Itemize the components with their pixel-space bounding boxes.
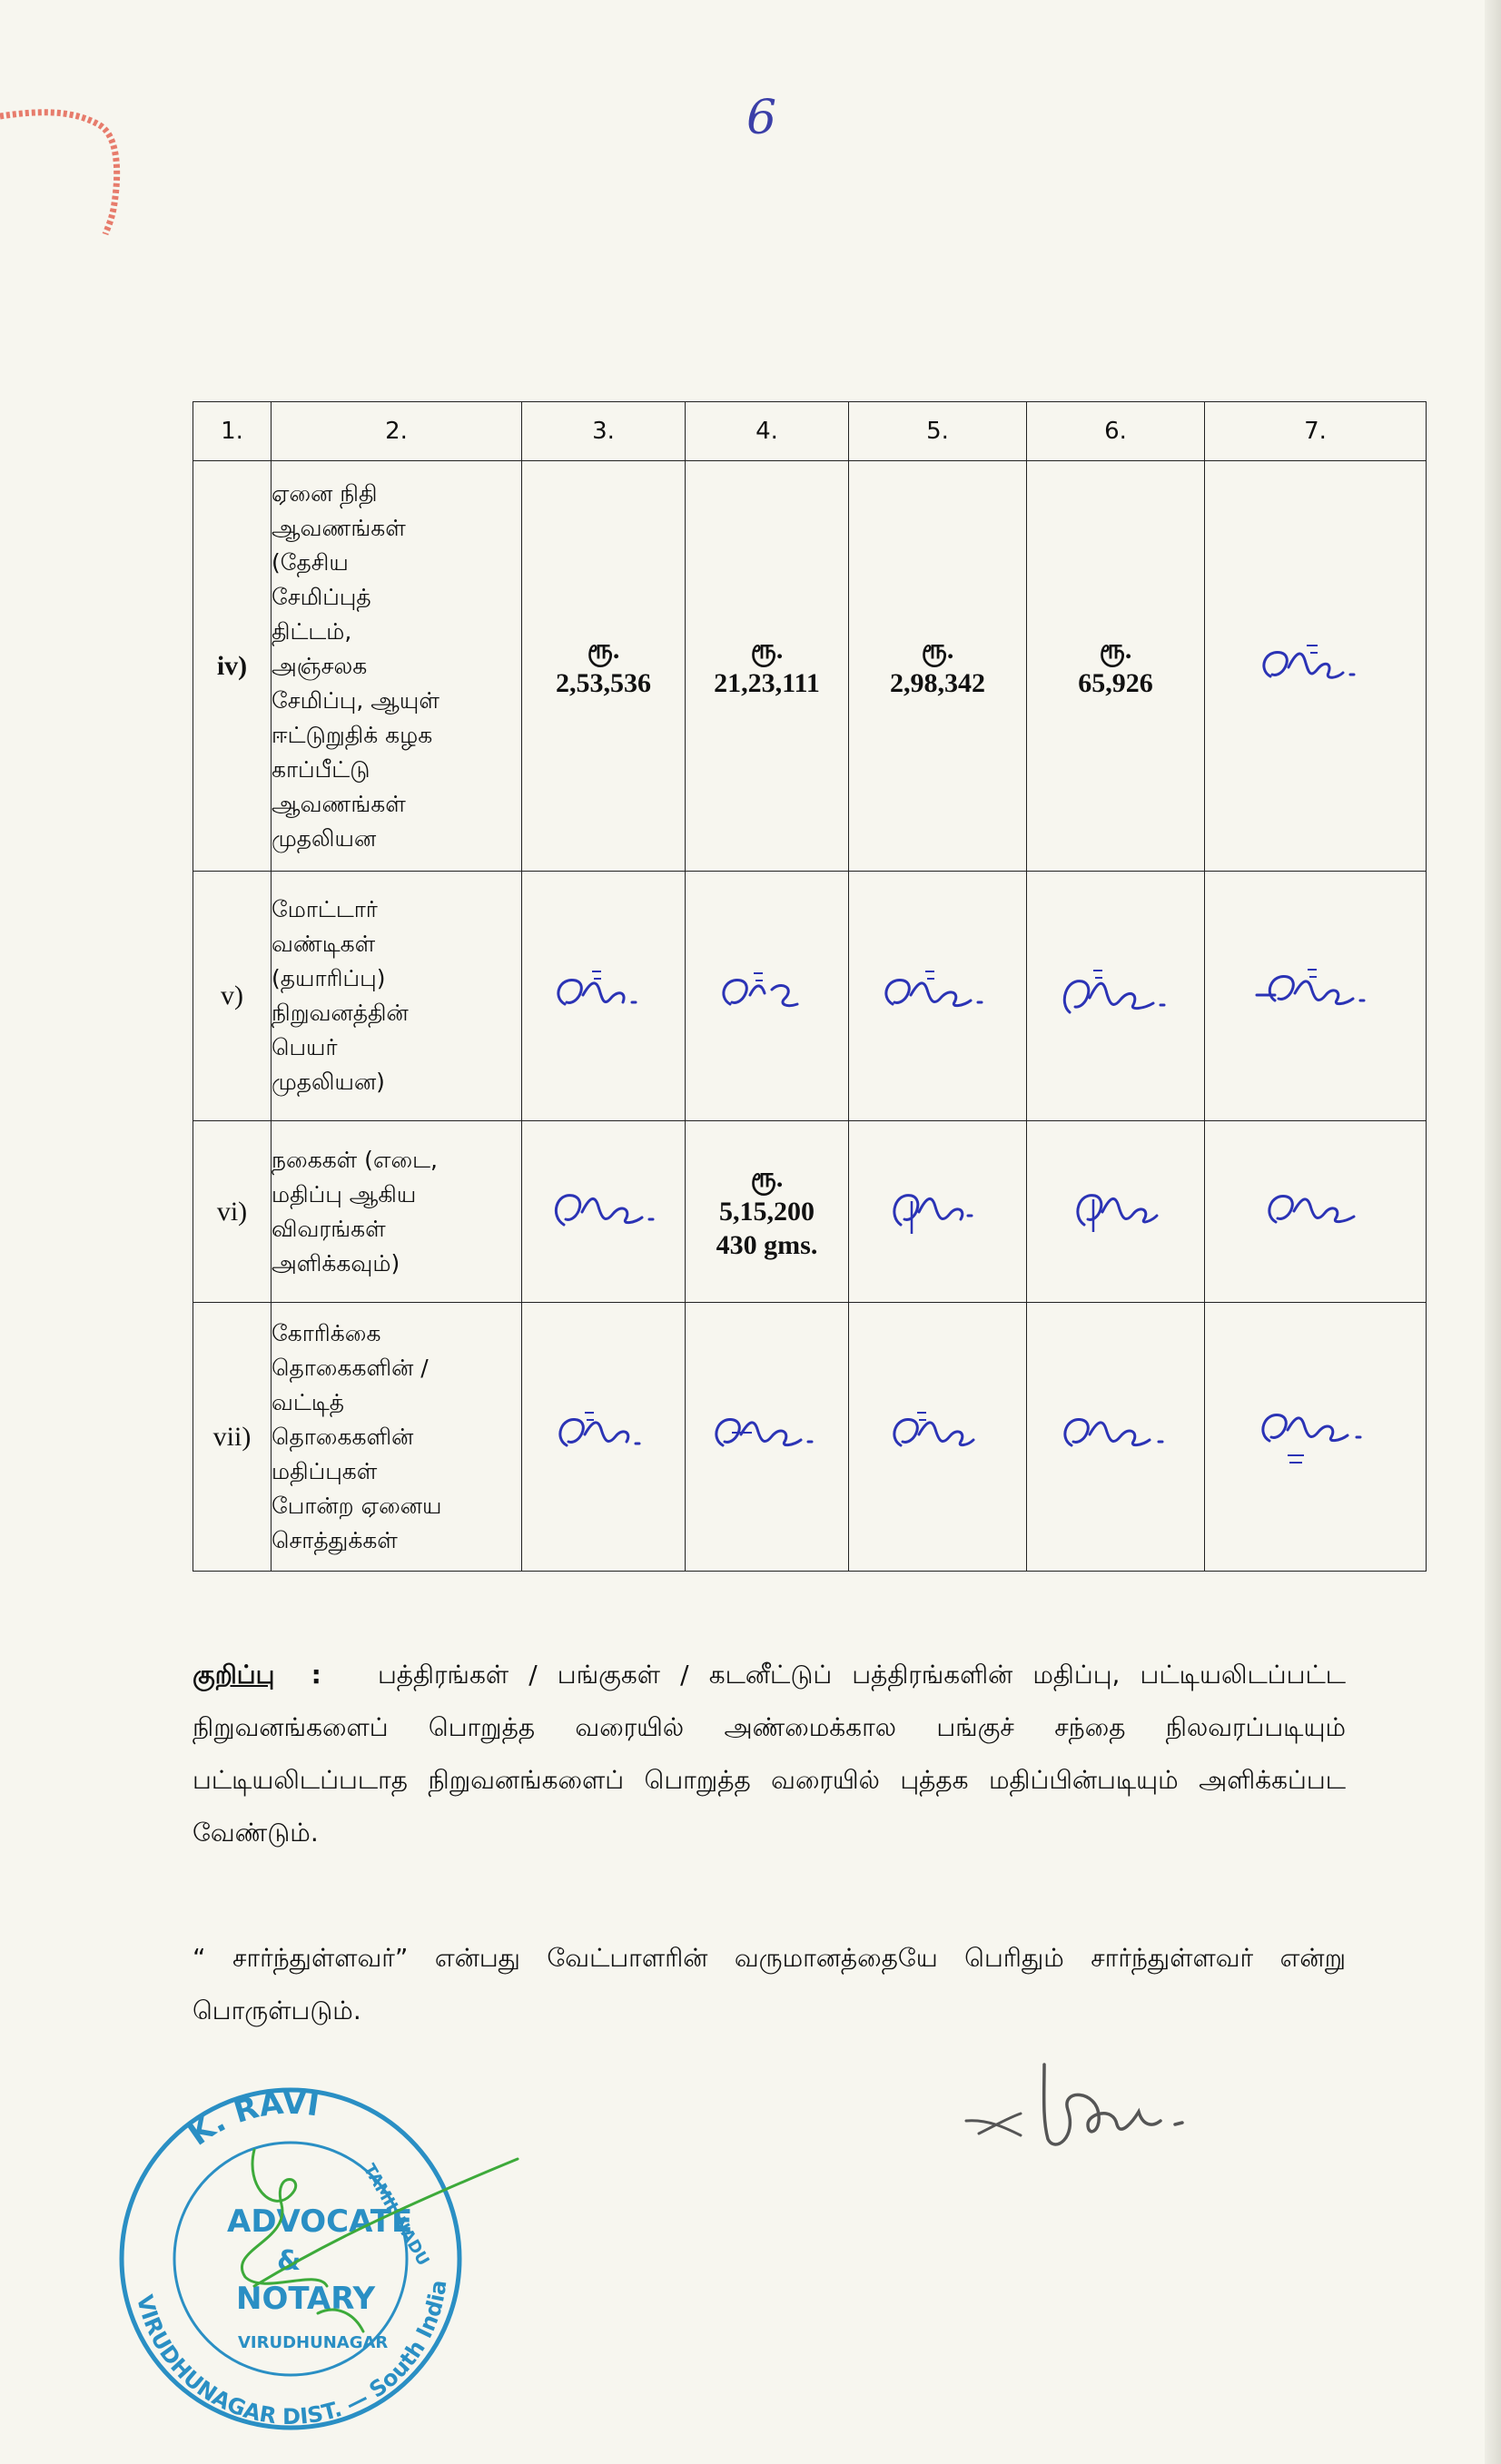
currency-label: ரூ. bbox=[1099, 634, 1132, 665]
nil-initial-mark bbox=[540, 1174, 667, 1247]
nil-initial-cell bbox=[849, 1303, 1027, 1572]
note-paragraph bbox=[193, 1649, 1346, 1859]
stamp-state: TAMIL NADU bbox=[359, 2161, 433, 2270]
nil-initial-cell bbox=[1205, 461, 1427, 872]
assets-table bbox=[193, 401, 1427, 1572]
col-header-5: 5. bbox=[849, 402, 1027, 461]
col-header-7: 7. bbox=[1205, 402, 1427, 461]
nil-initial-cell bbox=[522, 1303, 686, 1572]
note-text: பத்திரங்கள் / பங்குகள் / கடனீட்டுப் பத்திரங்களின் மதிப்பு, பட்டியலிடப்பட்ட நிறுவனங்களைப் பொறுத்த வரையில் அண்மைக்கால பங்குச் சந்தை நிலவரப்படியும் பட்டியலிடப்படாத நிறுவனங்களைப் பொறுத்த வரையில் புத்தக மதிப்பின்படியும் அளிக்கப்பட வேண்டும். bbox=[193, 1660, 1347, 1848]
nil-initial-mark bbox=[879, 1404, 997, 1467]
nil-initial-cell bbox=[1205, 1303, 1427, 1572]
nil-initial-mark bbox=[874, 962, 1002, 1026]
binding-thread bbox=[0, 100, 145, 236]
amount-cell bbox=[849, 461, 1027, 872]
nil-initial-mark bbox=[1048, 1404, 1184, 1467]
nil-initial-mark bbox=[1048, 958, 1184, 1030]
amount-value: 2,53,536 bbox=[556, 667, 651, 698]
nil-initial-mark bbox=[708, 962, 826, 1026]
stamp-line-2: NOTARY bbox=[236, 2281, 376, 2317]
nil-initial-cell bbox=[1027, 1121, 1205, 1303]
currency-label: ரூ. bbox=[921, 634, 954, 665]
row-description: கோரிக்கை தொகைகளின் / வட்டித் தொகைகளின் மதிப்புகள் போன்ற ஏனைய சொத்துக்கள் bbox=[272, 1303, 522, 1572]
page-number: 6 bbox=[746, 91, 777, 145]
col-header-1: 1. bbox=[193, 402, 272, 461]
nil-initial-cell bbox=[522, 872, 686, 1121]
nil-initial-mark bbox=[879, 1174, 997, 1247]
stamp-ampersand: & bbox=[277, 2245, 301, 2277]
amount-cell bbox=[1027, 461, 1205, 872]
note-colon: : bbox=[311, 1660, 321, 1690]
col-header-2: 2. bbox=[272, 402, 522, 461]
col-header-6: 6. bbox=[1027, 402, 1205, 461]
amount-value: 2,98,342 bbox=[890, 667, 985, 698]
nil-initial-cell bbox=[686, 1303, 849, 1572]
amount-cell bbox=[686, 1121, 849, 1303]
table-row bbox=[193, 872, 1427, 1121]
row-number: iv) bbox=[193, 461, 272, 872]
table-row bbox=[193, 461, 1427, 872]
col-header-4: 4. bbox=[686, 402, 849, 461]
amount-cell bbox=[522, 461, 686, 872]
row-number: vii) bbox=[193, 1303, 272, 1572]
amount-value: 5,15,200 bbox=[719, 1197, 815, 1227]
nil-initial-cell bbox=[686, 872, 849, 1121]
paper-edge bbox=[1485, 0, 1501, 2464]
nil-initial-cell bbox=[1205, 1121, 1427, 1303]
row-description: நகைகள் (எடை, மதிப்பு ஆகிய விவரங்கள் அளிக்கவும்) bbox=[272, 1121, 522, 1303]
header-row bbox=[193, 402, 1427, 461]
row-number: v) bbox=[193, 872, 272, 1121]
nil-initial-mark bbox=[1252, 633, 1379, 696]
nil-initial-mark bbox=[699, 1404, 835, 1467]
table-row bbox=[193, 1121, 1427, 1303]
amount-value: 65,926 bbox=[1078, 667, 1153, 698]
table-row bbox=[193, 1303, 1427, 1572]
nil-initial-mark bbox=[1057, 1174, 1175, 1247]
col-header-3: 3. bbox=[522, 402, 686, 461]
signature bbox=[961, 2037, 1288, 2155]
definition-paragraph: “ சார்ந்துள்ளவர்” என்பது வேட்பாளரின் வருமானத்தையே பெரிதும் சார்ந்துள்ளவர் என்று பொருள்படும். bbox=[193, 1943, 1346, 2025]
currency-label: ரூ. bbox=[750, 634, 784, 665]
note-label: குறிப்பு bbox=[193, 1660, 275, 1690]
notary-stamp bbox=[91, 2059, 545, 2440]
row-description: ஏனை நிதி ஆவணங்கள் (தேசிய சேமிப்புத் திட்டம், அஞ்சலக சேமிப்பு, ஆயுள் ஈட்டுறுதிக் கழக காப்பீட்டு ஆவணங்கள் முதலியன bbox=[272, 461, 522, 872]
currency-label: ரூ. bbox=[750, 1163, 784, 1193]
nil-initial-cell bbox=[522, 1121, 686, 1303]
nil-initial-cell bbox=[849, 1121, 1027, 1303]
weight-value: 430 gms. bbox=[716, 1230, 818, 1260]
stamp-name: K. RAVI bbox=[181, 2085, 322, 2154]
nil-initial-mark bbox=[545, 1404, 663, 1467]
currency-label: ரூ. bbox=[587, 634, 620, 665]
amount-cell bbox=[686, 461, 849, 872]
nil-initial-cell bbox=[1027, 1303, 1205, 1572]
stamp-district: VIRUDHUNAGAR DIST. — South India bbox=[131, 2278, 452, 2430]
nil-initial-mark bbox=[545, 962, 663, 1026]
amount-value: 21,23,111 bbox=[714, 667, 820, 698]
nil-initial-mark bbox=[1248, 1399, 1384, 1472]
row-description: மோட்டார் வண்டிகள் (தயாரிப்பு) நிறுவனத்தின் பெயர் முதலியன) bbox=[272, 872, 522, 1121]
nil-initial-cell bbox=[849, 872, 1027, 1121]
nil-initial-mark bbox=[1252, 1178, 1379, 1242]
nil-initial-cell bbox=[1027, 872, 1205, 1121]
nil-initial-cell bbox=[1205, 872, 1427, 1121]
row-number: vi) bbox=[193, 1121, 272, 1303]
stamp-line-1: ADVOCATE bbox=[227, 2203, 413, 2240]
nil-initial-mark bbox=[1248, 962, 1384, 1026]
stamp-place: VIRUDHUNAGAR bbox=[238, 2333, 389, 2352]
